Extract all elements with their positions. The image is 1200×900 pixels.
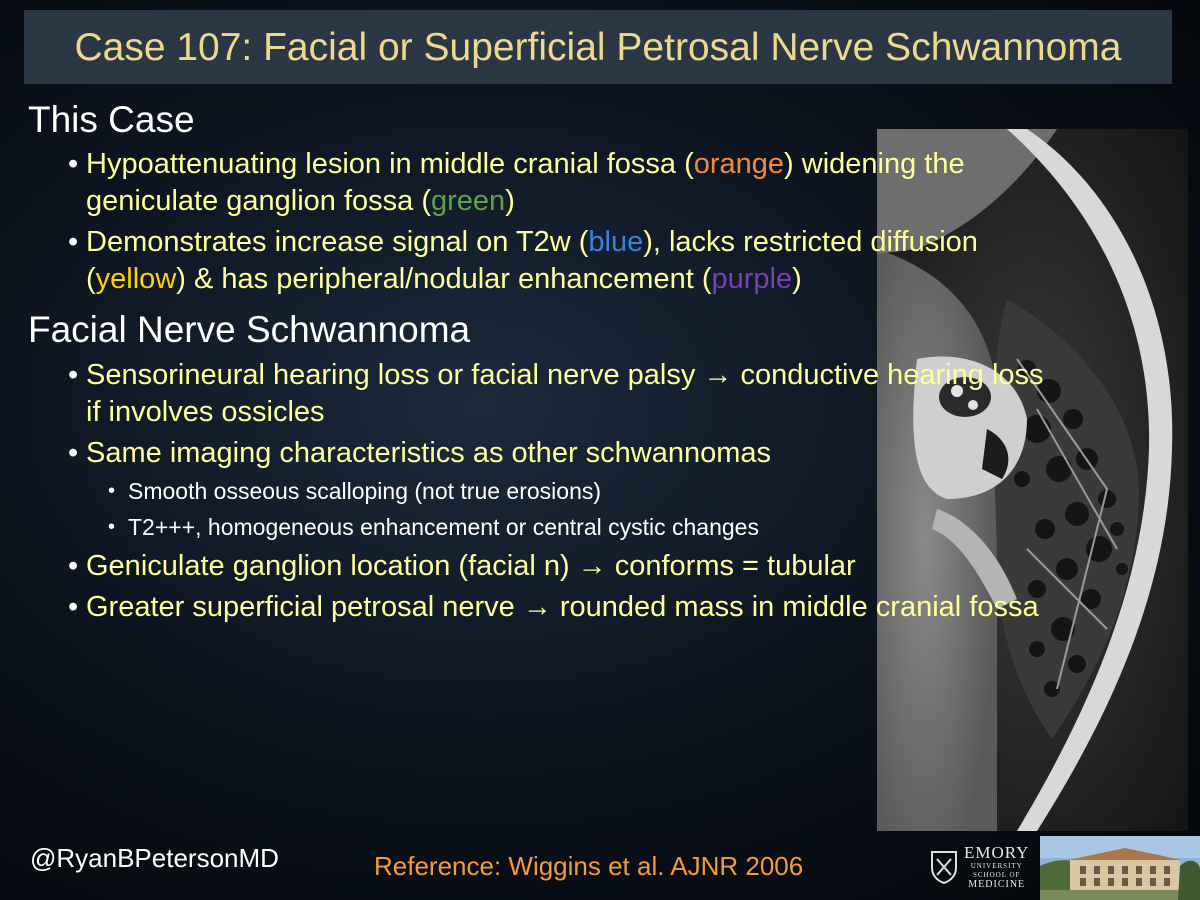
campus-building-svg	[1040, 836, 1200, 900]
reference-citation: Reference: Wiggins et al. AJNR 2006	[374, 851, 804, 881]
slide-title: Case 107: Facial or Superficial Petrosal Nerve Schwannoma	[74, 25, 1122, 69]
color-word-blue: blue	[588, 226, 644, 259]
bullet-dot-icon: •	[68, 358, 79, 391]
bullet-dot-icon: •	[68, 436, 79, 469]
color-word-orange: orange	[693, 148, 785, 181]
bullet-geniculate: • Geniculate ganglion location (facial n) → conforms = tubular	[28, 548, 1048, 585]
emory-shield-icon	[930, 850, 958, 884]
campus-building-photo	[1040, 836, 1200, 900]
bullet-lesion: • Hypoattenuating lesion in middle cranial fossa (orange) widening the geniculate ganglion fossa (green)	[68, 148, 965, 218]
sub-bullet-t2: • T2+++, homogeneous enhancement or central cystic changes	[28, 510, 1048, 544]
sub-bullet-scalloping: • Smooth osseous scalloping (not true erosions)	[28, 474, 1048, 508]
title-bar	[24, 10, 1172, 84]
color-word-purple: purple	[711, 263, 793, 296]
section-heading-facial-nerve: Facial Nerve Schwannoma	[28, 309, 471, 351]
bullet-signal: • Demonstrates increase signal on T2w (blue), lacks restricted diffusion (yellow) & has peripheral/nodular enhancement (purple)	[68, 226, 978, 296]
bullet-dot-icon: •	[108, 479, 116, 502]
color-word-yellow: yellow	[95, 263, 177, 296]
section-heading-this-case: This Case	[28, 99, 195, 140]
slide-content	[28, 98, 1048, 626]
emory-logo	[930, 838, 1034, 896]
bullet-dot-icon: •	[68, 549, 79, 582]
bullet-dot-icon: •	[68, 148, 79, 181]
emory-wordmark: EMORY UNIVERSITY SCHOOL OF MEDICINE	[964, 843, 1030, 890]
bullet-dot-icon: •	[68, 226, 79, 259]
bullet-imaging-characteristics: • Same imaging characteristics as other schwannomas	[28, 435, 1048, 472]
bullet-hearing-loss: • Sensorineural hearing loss or facial nerve palsy → conductive hearing loss if involves ossicles	[68, 358, 1044, 428]
color-word-green: green	[431, 185, 506, 218]
author-handle: @RyanBPetersonMD	[30, 843, 279, 873]
bullet-dot-icon: •	[108, 515, 116, 538]
bullet-gspn: • Greater superficial petrosal nerve → rounded mass in middle cranial fossa	[28, 589, 1048, 626]
bullet-dot-icon: •	[68, 590, 79, 623]
